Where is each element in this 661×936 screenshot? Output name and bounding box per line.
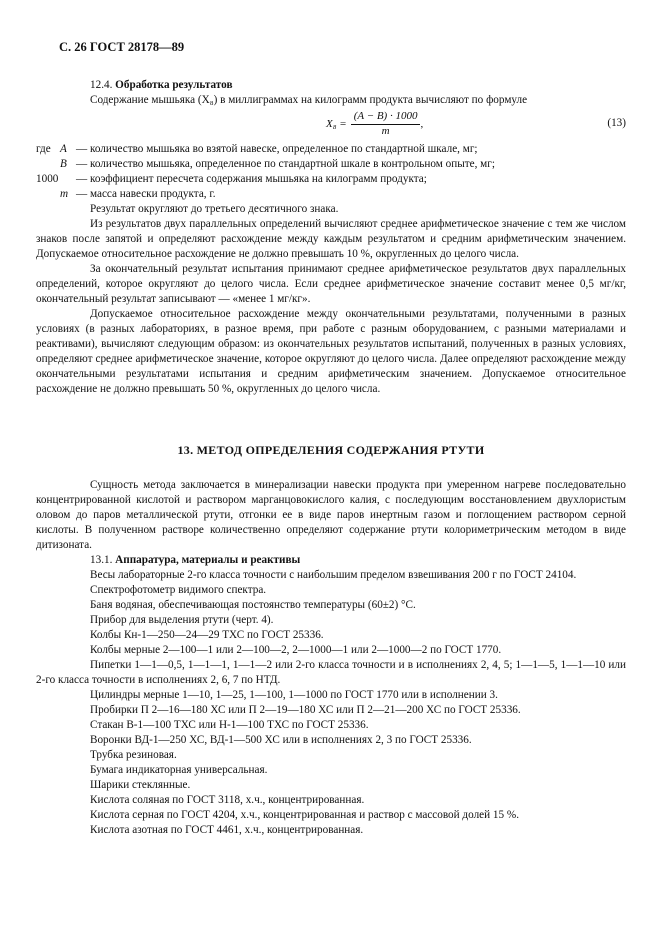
list-item: Шарики стеклянные. <box>90 779 191 791</box>
where-text: — количество мышьяка, определенное по стандартной шкале в контрольном опыте, мг; <box>76 158 495 170</box>
list-item: Воронки ВД-1—250 ХС, ВД-1—500 ХС или в исполнениях 2, 3 по ГОСТ 25336. <box>90 734 472 746</box>
list-item: Колбы мерные 2—100—1 или 2—100—2, 2—1000—1 или 2—1000—2 по ГОСТ 1770. <box>90 644 502 656</box>
where-symbol: A <box>60 143 67 155</box>
method-essence: Сущность метода заключается в минерализации навески продукта при умеренном нагреве последовательно концентрированной кислотой и раствором марганцовокислого калия, с последующим восстановлением двухлористым оловом до паров металлической ртути, отгонки ее в виде паров инертным газом и поглощением раствором серной кислоты. В полученном растворе количественно определяют содержание ртути колориметрическим методом в виде дитизоната. <box>36 479 626 551</box>
subsection-title: Аппаратура, материалы и реактивы <box>115 554 301 566</box>
subsection-number: 13.1. <box>90 554 113 566</box>
where-text: — масса навески продукта, г. <box>76 188 216 200</box>
list-item: Бумага индикаторная универсальная. <box>90 764 268 776</box>
formula-number: (13) <box>607 117 626 129</box>
formula-tail: , <box>420 118 424 130</box>
list-item: Пипетки 1—1—0,5, 1—1—1, 1—1—2 или 2-го класса точности и в исполнениях 2, 4, 5; 1—1—5, 1—1—10 или 2-го класса точности в исполнениях 2, 6, 7 по НТД. <box>36 659 626 686</box>
list-item: Колбы Кн-1—250—24—29 ТХС по ГОСТ 25336. <box>90 629 324 641</box>
page-header: С. 26 ГОСТ 28178—89 <box>59 40 185 54</box>
list-item: Кислота соляная по ГОСТ 3118, х.ч., концентрированная. <box>90 794 365 806</box>
where-row <box>36 157 626 172</box>
formula <box>326 110 423 138</box>
list-item: Трубка резиновая. <box>90 749 177 761</box>
list-item: Спектрофотометр видимого спектра. <box>90 584 267 596</box>
section-13 <box>36 443 626 458</box>
list-item: Цилиндры мерные 1—10, 1—25, 1—100, 1—1000 по ГОСТ 1770 или в исполнении 3. <box>90 689 498 701</box>
formula-intro: Содержание мышьяка (X₈) в миллиграммах на килограмм продукта вычисляют по формуле <box>90 94 528 106</box>
where-row <box>36 187 626 202</box>
list-item: Пробирки П 2—16—180 ХС или П 2—19—180 ХС или П 2—21—200 ХС по ГОСТ 25336. <box>90 704 521 716</box>
list-item: Баня водяная, обеспечивающая постоянство температуры (60±2) °С. <box>90 599 416 611</box>
subsection-heading <box>36 78 626 93</box>
where-symbol: B <box>60 158 67 170</box>
where-row <box>36 172 626 187</box>
subsection-heading <box>36 553 626 568</box>
list-item: Прибор для выделения ртути (черт. 4). <box>90 614 274 626</box>
where-word: где <box>36 143 51 155</box>
where-symbol: m <box>60 188 69 200</box>
formula-denominator: m <box>381 125 390 137</box>
rounding-note: Результат округляют до третьего десятичного знака. <box>90 203 339 215</box>
subsection-number: 12.4. <box>90 79 113 91</box>
formula-numerator: (A − B) · 1000 <box>351 110 421 125</box>
list-item: Стакан В-1—100 ТХС или Н-1—100 ТХС по ГОСТ 25336. <box>90 719 369 731</box>
paragraph: За окончательный результат испытания принимают среднее арифметическое результатов двух параллельных определений, которое округляют до целого числа. Если среднее арифметическое значение составит менее 0,5 мг/кг, окончательный результат записывают — «менее 1 мг/кг». <box>36 263 626 305</box>
subsection-title: Обработка результатов <box>115 79 233 91</box>
section-12-4 <box>36 78 626 397</box>
formula-fraction <box>351 110 424 138</box>
where-symbol: 1000 <box>36 173 59 185</box>
formula-block <box>36 108 626 138</box>
list-item: Весы лабораторные 2-го класса точности с наибольшим пределом взвешивания 200 г по ГОСТ 24104. <box>90 569 577 581</box>
list-item: Кислота серная по ГОСТ 4204, х.ч., концентрированная и раствор с массовой долей 15 %. <box>90 809 520 821</box>
formula-lhs: X₈ = <box>326 118 347 130</box>
section-13-body <box>36 478 626 838</box>
where-text: — коэффициент пересчета содержания мышьяка на килограмм продукта; <box>76 173 427 185</box>
list-item: Кислота азотная по ГОСТ 4461, х.ч., концентрированная. <box>90 824 364 836</box>
paragraph: Допускаемое относительное расхождение между окончательными результатами, полученными в разных условиях (в разных лабораториях, в разное время, при работе с разным оборудованием, с разными материалами и реактивами), вычисляют следующим образом: из окончательных результатов испытаний, полученных в разных условиях, определяют среднее арифметическое значение, которое округляют до целого числа. Далее определяют расхождение между окончательными результатами испытания и средним арифметическим значением. Допускаемое относительное расхождение не должно превышать 50 %, округленных до целого числа. <box>36 308 626 395</box>
where-text: — количество мышьяка во взятой навеске, определенное по стандартной шкале, мг; <box>76 143 478 155</box>
paragraph: Из результатов двух параллельных определений вычисляют среднее арифметическое значение с тем же числом знаков после запятой и определяют расхождение между каждым результатом и средним арифметическим значением. Допускаемое относительное расхождение не должно превышать 10 %, округленных до целого числа. <box>36 218 626 260</box>
section-title: 13. МЕТОД ОПРЕДЕЛЕНИЯ СОДЕРЖАНИЯ РТУТИ <box>177 443 485 457</box>
where-row <box>36 142 626 157</box>
